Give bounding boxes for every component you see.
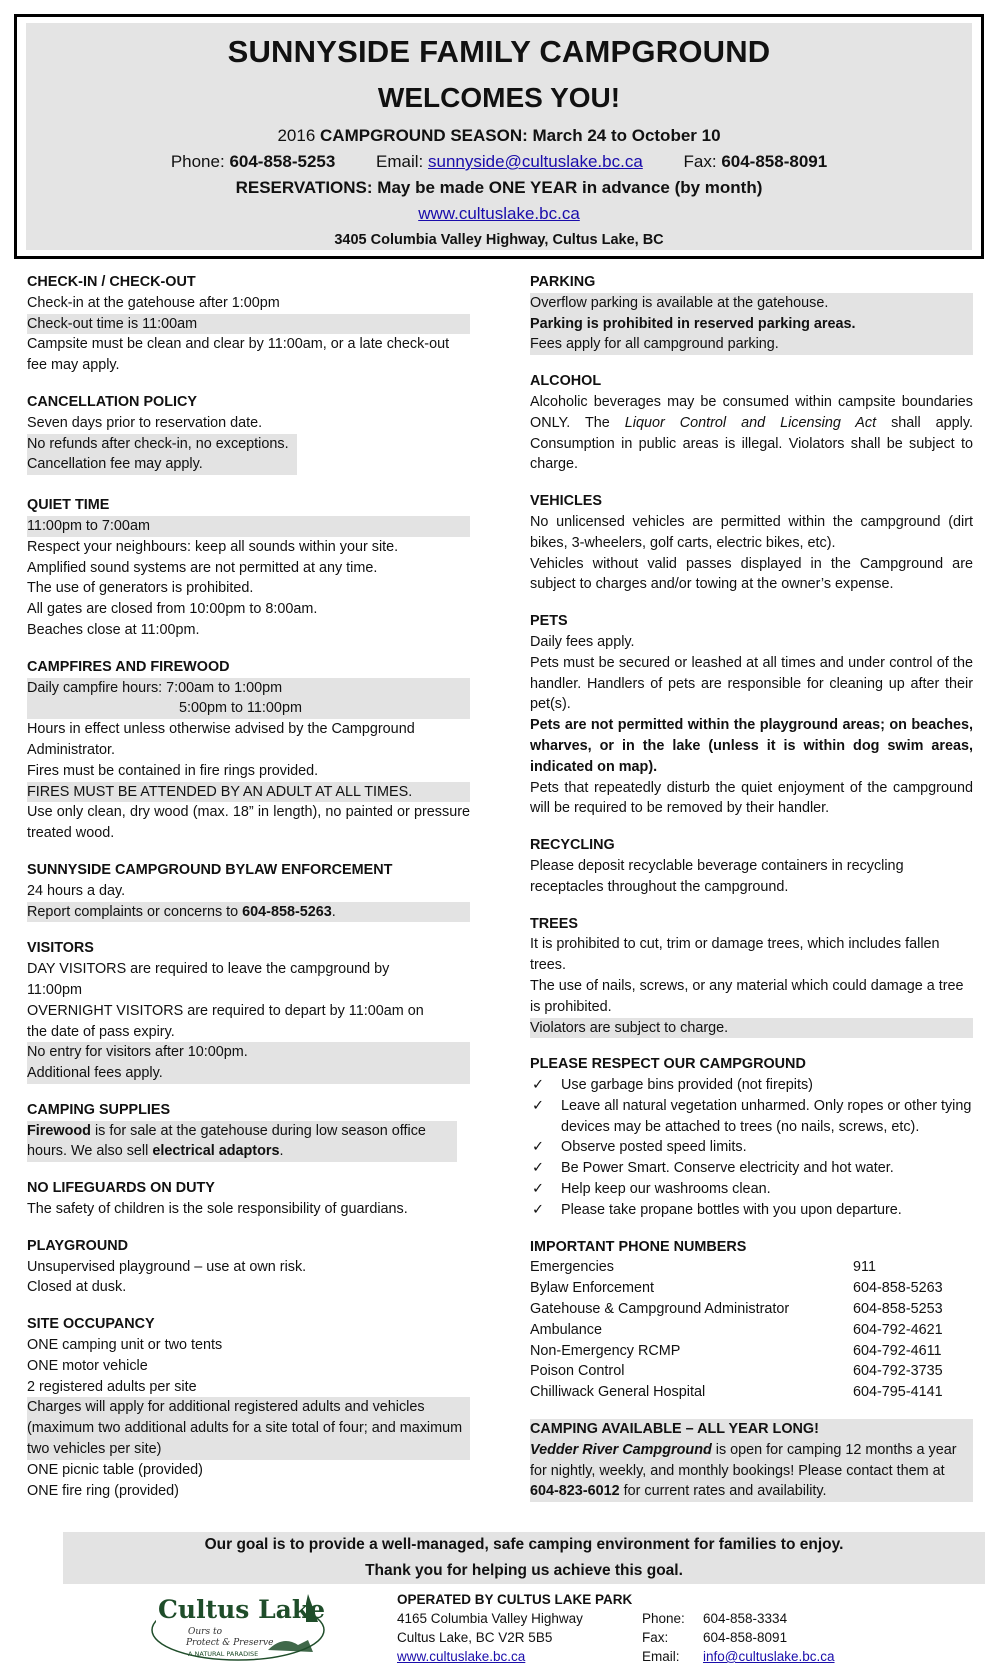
- text-line: Pets are not permitted within the playground areas; on beaches, wharves, or in the lake (unless it is within dog swim areas, indicated on map).: [530, 717, 973, 775]
- section-title: CAMPING AVAILABLE – ALL YEAR LONG!: [530, 1421, 819, 1438]
- website-link[interactable]: www.cultuslake.bc.ca: [418, 204, 580, 223]
- email-label: Email:: [642, 1649, 680, 1664]
- section-vehicles: [530, 491, 973, 595]
- right-column: [530, 272, 973, 1518]
- text-line: It is prohibited to cut, trim or damage trees, which includes fallen trees.: [530, 936, 940, 974]
- svg-text:Protect & Preserve: Protect & Preserve: [186, 1638, 274, 1648]
- checkmark-icon: ✓: [532, 1181, 545, 1198]
- section-lifeguards: [27, 1178, 470, 1220]
- text-line: Daily fees apply.: [530, 633, 635, 650]
- section-visitors: [27, 938, 470, 1084]
- section-title: SITE OCCUPANCY: [27, 1316, 155, 1333]
- text-line: OVERNIGHT VISITORS are required to depart by 11:00am on the date of pass expiry.: [27, 1002, 424, 1040]
- text-line: Campsite must be clean and clear by 11:00am, or a late check-out fee may apply.: [27, 336, 450, 374]
- section-alcohol: [530, 371, 973, 475]
- section-supplies: [27, 1100, 470, 1162]
- text-line: Pets must be secured or leashed at all times and under control of the handler. Handlers of pets are responsible for cleaning up after their pet(s).: [530, 654, 973, 713]
- text-line: The use of generators is prohibited.: [27, 580, 254, 597]
- section-quiet-time: [27, 495, 470, 641]
- section-title: RECYCLING: [530, 837, 615, 854]
- season-year: 2016: [277, 126, 316, 145]
- text-line-highlight: 11:00pm to 7:00am: [27, 516, 470, 537]
- section-pets: [530, 611, 973, 819]
- text-line: All gates are closed from 10:00pm to 8:00am.: [27, 601, 318, 618]
- text-line: Hours in effect unless otherwise advised by the Campground Administrator.: [27, 721, 415, 758]
- text-line-highlight: FIRES MUST BE ATTENDED BY AN ADULT AT ALL TIMES.: [27, 782, 470, 803]
- text-line-highlight: Charges will apply for additional registered adults and vehicles (maximum two additional adults for a site total of four; and maximum two vehicles per site): [27, 1397, 470, 1459]
- section-title: PARKING: [530, 274, 596, 290]
- text-line-highlight: No entry for visitors after 10:00pm.: [27, 1044, 248, 1061]
- phone-table: [530, 1257, 973, 1403]
- section-cancellation: [27, 392, 470, 475]
- text-line: ONE picnic table (provided): [27, 1461, 203, 1478]
- address-line: 3405 Columbia Valley Highway, Cultus Lake, BC: [334, 232, 664, 248]
- section-title: QUIET TIME: [27, 497, 110, 514]
- text-line: 2 registered adults per site: [27, 1378, 197, 1395]
- section-title: PLAYGROUND: [27, 1237, 129, 1254]
- header-panel: [26, 23, 972, 250]
- section-campfires: [27, 657, 470, 844]
- contact-line: [26, 149, 972, 175]
- table-row: Ambulance 604-792-4621: [530, 1321, 943, 1338]
- text-line: Check-in at the gatehouse after 1:00pm: [27, 294, 280, 311]
- section-title: IMPORTANT PHONE NUMBERS: [530, 1238, 747, 1255]
- section-title: VEHICLES: [530, 493, 602, 510]
- text-line: ONE fire ring (provided): [27, 1482, 179, 1499]
- list-item: ✓ Leave all natural vegetation unharmed. Only ropes or other tying devices may be attached to trees (no nails, screws, etc).: [532, 1097, 972, 1135]
- footer-fax: 604-858-8091: [703, 1630, 788, 1645]
- list-item: ✓ Help keep our washrooms clean.: [530, 1179, 973, 1200]
- text-line: Seven days prior to reservation date.: [27, 414, 263, 431]
- section-checkin: [27, 272, 470, 376]
- text-line-highlight: Overflow parking is available at the gatehouse.: [530, 294, 829, 311]
- checkmark-icon: ✓: [532, 1139, 545, 1156]
- list-item: ✓ Use garbage bins provided (not firepits): [530, 1075, 973, 1096]
- text-line-highlight: Cancellation fee may apply.: [27, 456, 203, 473]
- section-bylaw: [27, 860, 470, 922]
- section-title: CANCELLATION POLICY: [27, 393, 198, 410]
- text-line: Closed at dusk.: [27, 1279, 127, 1296]
- section-title: CHECK-IN / CHECK-OUT: [27, 274, 196, 290]
- section-year-round: [530, 1419, 973, 1502]
- footer: [0, 1590, 1000, 1672]
- reservations-line: RESERVATIONS: May be made ONE YEAR in advance (by month): [235, 178, 763, 197]
- address-line: 4165 Columbia Valley Highway: [397, 1611, 583, 1626]
- goal-banner: [63, 1532, 985, 1584]
- goal-line: Thank you for helping us achieve this goal.: [365, 1562, 683, 1579]
- section-occupancy: [27, 1314, 470, 1501]
- bylaw-phone: 604-858-5263: [242, 903, 332, 920]
- cultus-lake-logo: [148, 1590, 328, 1664]
- table-row: Emergencies 911: [530, 1259, 876, 1276]
- text-line: Unsupervised playground – use at own risk.: [27, 1258, 307, 1275]
- section-playground: [27, 1236, 470, 1298]
- section-title: VISITORS: [27, 940, 94, 957]
- email-link[interactable]: sunnyside@cultuslake.bc.ca: [428, 152, 643, 171]
- section-title: PLEASE RESPECT OUR CAMPGROUND: [530, 1056, 806, 1073]
- checkmark-icon: ✓: [532, 1097, 545, 1114]
- section-respect: [530, 1054, 973, 1220]
- text-line: The safety of children is the sole responsibility of guardians.: [27, 1201, 408, 1218]
- email-label: Email:: [376, 152, 424, 171]
- svg-text:A NATURAL PARADISE: A NATURAL PARADISE: [188, 1650, 259, 1658]
- text-line-highlight: Check-out time is 11:00am: [27, 314, 470, 335]
- svg-text:Ours to: Ours to: [188, 1627, 222, 1637]
- text-line: Fires must be contained in fire rings provided.: [27, 762, 319, 779]
- text-line-highlight: Violators are subject to charge.: [530, 1018, 973, 1039]
- fax-label: Fax:: [642, 1630, 669, 1645]
- table-row: Non-Emergency RCMP 604-792-4611: [530, 1342, 942, 1359]
- text-line-highlight: Report complaints or concerns to 604-858-5263.: [27, 902, 470, 923]
- list-item: ✓ Be Power Smart. Conserve electricity and hot water.: [530, 1158, 973, 1179]
- section-recycling: [530, 835, 973, 897]
- footer-website-link[interactable]: www.cultuslake.bc.ca: [397, 1649, 526, 1664]
- left-column: [27, 272, 470, 1517]
- section-parking: [530, 272, 973, 355]
- fax-label: Fax:: [683, 152, 717, 171]
- supplies-text: Firewood is for sale at the gatehouse during low season office hours. We also sell electrical adaptors.: [27, 1121, 457, 1163]
- footer-phone: 604-858-3334: [703, 1611, 788, 1626]
- phone-label: Phone:: [170, 152, 225, 171]
- section-title: CAMPING SUPPLIES: [27, 1101, 171, 1118]
- list-item: ✓ Please take propane bottles with you upon departure.: [530, 1200, 973, 1221]
- text-line-highlight: 5:00pm to 11:00pm: [179, 700, 302, 717]
- header-box: [14, 14, 984, 259]
- section-title: SUNNYSIDE CAMPGROUND BYLAW ENFORCEMENT: [27, 861, 393, 878]
- checkmark-icon: ✓: [532, 1077, 545, 1094]
- table-row: Gatehouse & Campground Administrator 604-858-5253: [530, 1301, 943, 1318]
- goal-line: Our goal is to provide a well-managed, safe camping environment for families to enjoy.: [204, 1536, 844, 1553]
- page-title: SUNNYSIDE FAMILY CAMPGROUND: [227, 34, 771, 69]
- section-phone-numbers: [530, 1237, 973, 1403]
- text-line: Use only clean, dry wood (max. 18” in length), no painted or pressure treated wood.: [27, 804, 470, 842]
- text-line-highlight: Daily campfire hours: 7:00am to 1:00pm: [27, 679, 283, 696]
- operator-block: [397, 1590, 632, 1666]
- table-row: Poison Control 604-792-3735: [530, 1363, 943, 1380]
- text-line: Beaches close at 11:00pm.: [27, 621, 200, 638]
- text-line-highlight: Parking is prohibited in reserved parking areas.: [530, 315, 856, 332]
- alcohol-text: Alcoholic beverages may be consumed within campsite boundaries ONLY. The Liquor Control and Licensing Act shall apply. Consumption in public areas is illegal. Violators shall be subject to charge.: [530, 393, 973, 473]
- text-line: ONE camping unit or two tents: [27, 1337, 223, 1354]
- checkmark-icon: ✓: [532, 1160, 545, 1177]
- text-line-highlight: Additional fees apply.: [27, 1065, 163, 1082]
- table-row: Bylaw Enforcement 604-858-5263: [530, 1280, 943, 1297]
- section-title: ALCOHOL: [530, 373, 602, 390]
- text-line: Vehicles without valid passes displayed in the Campground are subject to charges and/or towing at the owner’s expense.: [530, 555, 973, 593]
- address-line: Cultus Lake, BC V2R 5B5: [397, 1630, 553, 1645]
- respect-list: [530, 1075, 973, 1221]
- footer-email-link[interactable]: info@cultuslake.bc.ca: [703, 1649, 835, 1664]
- operator-title: OPERATED BY CULTUS LAKE PARK: [397, 1592, 633, 1607]
- section-title: NO LIFEGUARDS ON DUTY: [27, 1180, 215, 1197]
- season-text: CAMPGROUND SEASON: March 24 to October 10: [320, 126, 721, 145]
- website-line: [26, 201, 972, 227]
- text-line-highlight: No refunds after check-in, no exceptions.: [27, 435, 289, 452]
- phone-number: 604-858-5253: [229, 152, 336, 171]
- text-line: Respect your neighbours: keep all sounds within your site.: [27, 538, 399, 555]
- text-line: The use of nails, screws, or any material which could damage a tree is prohibited.: [530, 977, 964, 1015]
- text-line: ONE motor vehicle: [27, 1357, 148, 1374]
- text-line: Pets that repeatedly disturb the quiet enjoyment of the campground will be required to be removed by their handler.: [530, 779, 973, 817]
- logo-text: Cultus Lake: [158, 1595, 326, 1624]
- text-line: No unlicensed vehicles are permitted within the campground (dirt bikes, 3-wheelers, golf carts, electric bikes, etc).: [530, 513, 973, 551]
- text-line: Please deposit recyclable beverage containers in recycling receptacles throughout the campground.: [530, 857, 904, 895]
- checkmark-icon: ✓: [532, 1201, 545, 1218]
- section-title: PETS: [530, 613, 568, 630]
- list-item: ✓ Observe posted speed limits.: [530, 1137, 973, 1158]
- year-round-text: Vedder River Campground is open for camping 12 months a year for nightly, weekly, and monthly bookings! Please contact them at 604-823-6012 for current rates and availability.: [530, 1441, 957, 1500]
- table-row: Chilliwack General Hospital 604-795-4141: [530, 1384, 943, 1401]
- text-line: 24 hours a day.: [27, 882, 126, 899]
- text-line-highlight: Fees apply for all campground parking.: [530, 336, 779, 353]
- section-trees: [530, 914, 973, 1039]
- section-title: TREES: [530, 915, 578, 932]
- page-subtitle: WELCOMES YOU!: [377, 82, 621, 113]
- phone-label: Phone:: [642, 1611, 685, 1626]
- text-line: DAY VISITORS are required to leave the campground by 11:00pm: [27, 961, 390, 998]
- section-title: CAMPFIRES AND FIREWOOD: [27, 658, 230, 675]
- footer-contact-block: [642, 1609, 835, 1666]
- season-line: [26, 123, 972, 149]
- fax-number: 604-858-8091: [721, 152, 828, 171]
- text-line: Amplified sound systems are not permitted at any time.: [27, 559, 378, 576]
